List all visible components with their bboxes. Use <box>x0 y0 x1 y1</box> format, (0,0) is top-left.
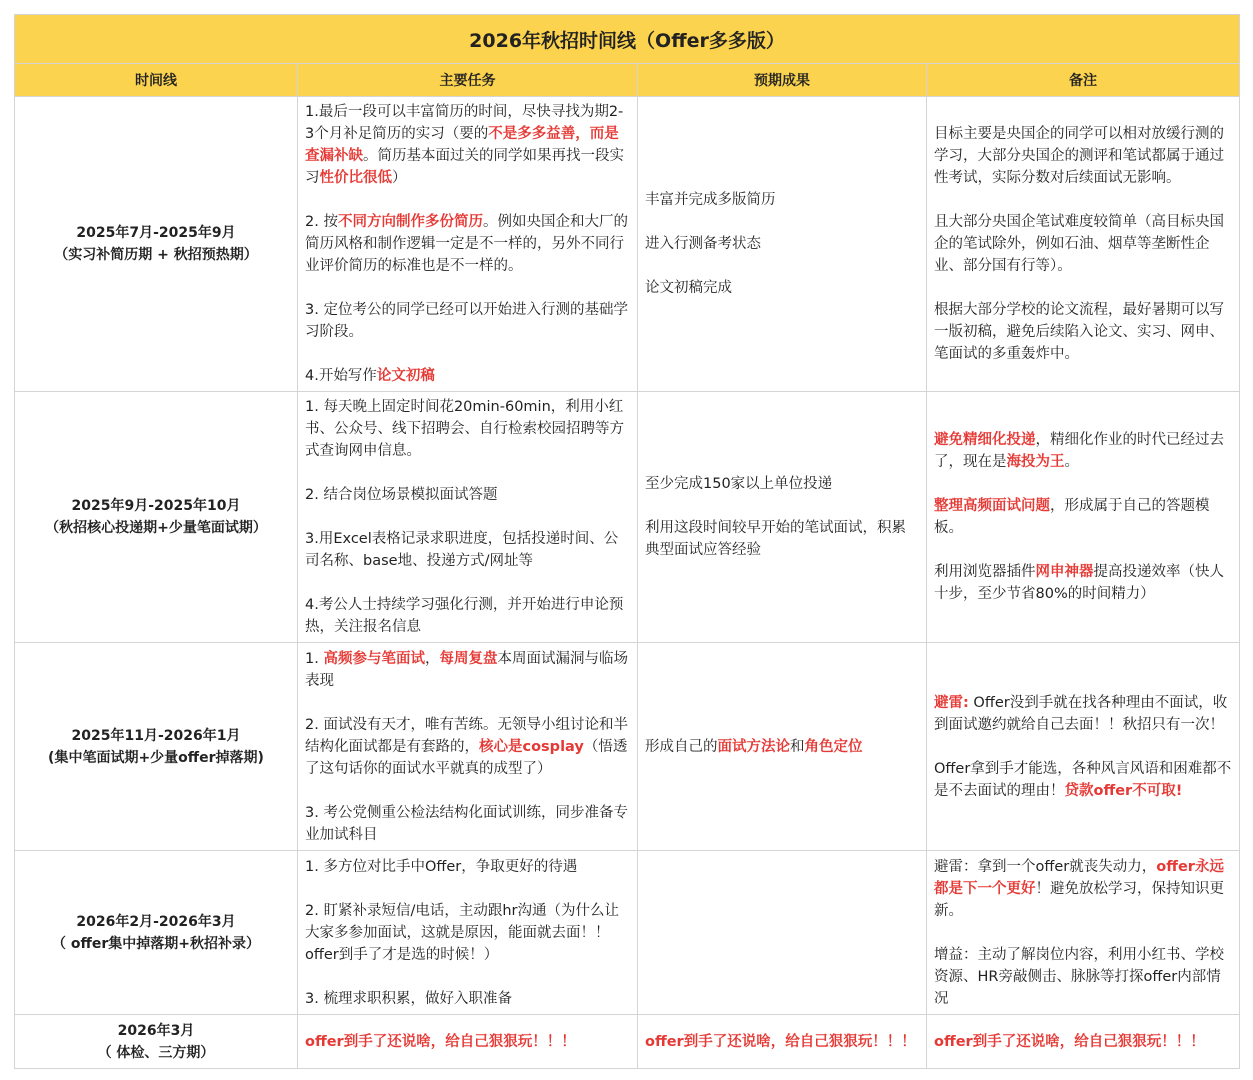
table-row <box>15 392 1240 643</box>
result-item: 进入行测备考状态 <box>645 236 761 252</box>
header-tasks: 主要任务 <box>298 64 638 97</box>
results-cell <box>638 643 927 851</box>
tasks-cell <box>298 1015 638 1069</box>
note-item: 且大部分央国企笔试难度较简单（高目标央国企的笔试除外，例如石油、烟草等垄断性企业、部分国有行等）。 <box>934 214 1224 274</box>
notes-cell <box>927 851 1240 1015</box>
timeline-period: 2025年11月-2026年1月 <box>71 727 241 744</box>
tasks-cell <box>298 392 638 643</box>
result-item: 至少完成150家以上单位投递 <box>645 476 833 492</box>
header-timeline: 时间线 <box>15 64 298 97</box>
header-results: 预期成果 <box>638 64 927 97</box>
task-item: 3. 考公党侧重公检法结构化面试训练，同步准备专业加试科目 <box>305 804 628 843</box>
task-item: 1. 每天晚上固定时间花20min-60min，利用小红书、公众号、线下招聘会、自行检索校园招聘等方式查询网申信息。 <box>305 399 624 459</box>
notes-cell <box>927 97 1240 392</box>
timeline-period: 2025年7月-2025年9月 <box>76 225 236 241</box>
timeline-phase: （实习补简历期 + 秋招预热期） <box>54 247 258 263</box>
note-item: Offer拿到手才能选，各种风言风语和困难都不是不去面试的理由！贷款offer不可取! <box>934 760 1232 799</box>
notes-cell <box>927 643 1240 851</box>
tasks-cell <box>298 851 638 1015</box>
task-item: 3.用Excel表格记录求职进度，包括投递时间、公司名称、base地、投递方式/网址等 <box>305 531 619 569</box>
results-cell <box>638 851 927 1015</box>
table-row <box>15 97 1240 392</box>
timeline-phase: (集中笔面试期+少量offer掉落期) <box>48 749 264 766</box>
results-cell <box>638 392 927 643</box>
notes-cell <box>927 1015 1240 1069</box>
task-item: 2. 结合岗位场景模拟面试答题 <box>305 487 498 503</box>
tasks-cell <box>298 97 638 392</box>
note-item: 整理高频面试问题，形成属于自己的答题模板。 <box>934 498 1210 536</box>
timeline-table <box>14 14 1240 1069</box>
timeline-phase: （ 体检、三方期） <box>97 1044 215 1061</box>
timeline-cell <box>15 1015 298 1069</box>
table-title: 2026年秋招时间线（Offer多多版） <box>15 15 1240 64</box>
result-item: 论文初稿完成 <box>645 280 732 296</box>
task-item: 4.考公人士持续学习强化行测，并开始进行申论预热，关注报名信息 <box>305 597 624 635</box>
table-row <box>15 643 1240 851</box>
note-item: 避雷: Offer没到手就在找各种理由不面试，收到面试邀约就给自己去面！！秋招只有一次！ <box>934 694 1228 733</box>
header-notes: 备注 <box>927 64 1240 97</box>
notes-cell <box>927 392 1240 643</box>
timeline-cell <box>15 97 298 392</box>
timeline-cell <box>15 643 298 851</box>
note-item: 目标主要是央国企的同学可以相对放缓行测的学习，大部分央国企的测评和笔试都属于通过性考试，实际分数对后续面试无影响。 <box>934 126 1224 186</box>
tasks-cell <box>298 643 638 851</box>
timeline-phase: （秋招核心投递期+少量笔面试期） <box>45 520 267 536</box>
task-item: 2. 按不同方向制作多份简历。例如央国企和大厂的简历风格和制作逻辑一定是不一样的，另外不同行业评价简历的标准也是不一样的。 <box>305 214 628 274</box>
task-item: 1. 高频参与笔面试，每周复盘本周面试漏洞与临场表现 <box>305 650 628 689</box>
task-item: offer到手了还说啥，给自己狠狠玩！！！ <box>305 1033 576 1050</box>
task-item: 4.开始写作论文初稿 <box>305 368 435 384</box>
task-item: 3. 定位考公的同学已经可以开始进入行测的基础学习阶段。 <box>305 302 628 340</box>
task-item: 1. 多方位对比手中Offer，争取更好的待遇 <box>305 858 578 875</box>
timeline-period: 2026年3月 <box>117 1022 195 1039</box>
result-item: 丰富并完成多版简历 <box>645 192 776 208</box>
note-item: 避免精细化投递，精细化作业的时代已经过去了，现在是海投为王。 <box>934 432 1224 470</box>
timeline-period: 2026年2月-2026年3月 <box>76 913 236 930</box>
timeline-phase: （ offer集中掉落期+秋招补录） <box>52 935 260 952</box>
note-item: 利用浏览器插件网申神器提高投递效率（快人十步，至少节省80%的时间精力） <box>934 564 1224 602</box>
timeline-period: 2025年9月-2025年10月 <box>71 498 241 514</box>
task-item: 1.最后一段可以丰富简历的时间，尽快寻找为期2-3个月补足简历的实习（要的不是多多益善，而是查漏补缺。简历基本面过关的同学如果再找一段实习性价比很低） <box>305 104 624 186</box>
result-item: 利用这段时间较早开始的笔试面试，积累典型面试应答经验 <box>645 520 906 558</box>
task-item: 2. 盯紧补录短信/电话，主动跟hr沟通（为什么让大家多参加面试，这就是原因，能面就去面！！offer到手了才是选的时候！） <box>305 902 619 963</box>
task-item: 2. 面试没有天才，唯有苦练。无领导小组讨论和半结构化面试都是有套路的，核心是cosplay（悟透了这句话你的面试水平就真的成型了） <box>305 716 628 777</box>
note-item: 避雷：拿到一个offer就丧失动力，offer永远都是下一个更好！避免放松学习，保持知识更新。 <box>934 858 1224 919</box>
timeline-cell <box>15 392 298 643</box>
note-item: 根据大部分学校的论文流程，最好暑期可以写一版初稿，避免后续陷入论文、实习、网申、笔面试的多重轰炸中。 <box>934 302 1224 362</box>
timeline-cell <box>15 851 298 1015</box>
results-cell <box>638 1015 927 1069</box>
results-cell <box>638 97 927 392</box>
note-item: 增益：主动了解岗位内容，利用小红书、学校资源、HR旁敲侧击、脉脉等打探offer内部情况 <box>934 946 1224 1007</box>
table-row <box>15 1015 1240 1069</box>
note-item: offer到手了还说啥，给自己狠狠玩！！！ <box>934 1033 1205 1050</box>
result-item: offer到手了还说啥，给自己狠狠玩！！！ <box>645 1033 916 1050</box>
task-item: 3. 梳理求职积累，做好入职准备 <box>305 990 512 1007</box>
result-item: 形成自己的面试方法论和角色定位 <box>645 738 863 755</box>
table-row <box>15 851 1240 1015</box>
